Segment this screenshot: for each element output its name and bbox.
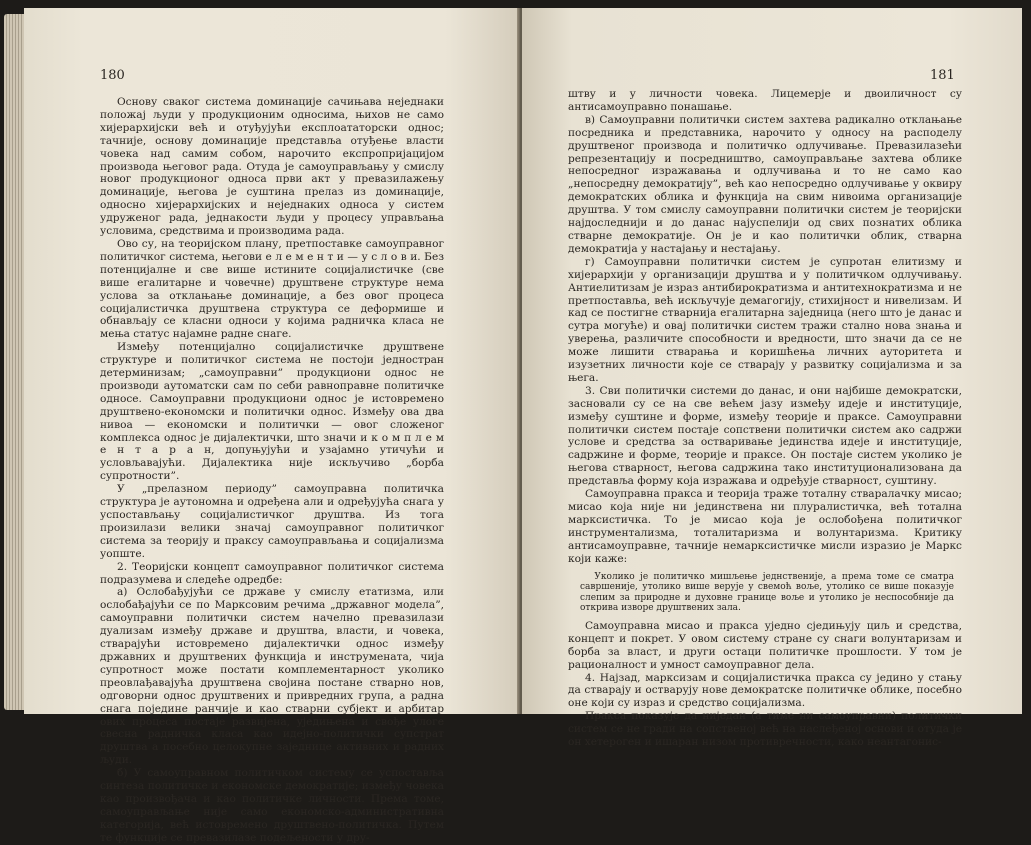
paragraph: Основу сваког система доминације сачињава неједнаки положај људи у продукционим односима, њихов не само хијерархијски већ и отуђујући експлоататорски однос; тачније, основу доминације представља отуђење власти човека над самим собом, нарочито експропријацијом производа његовог рада. Отуда је самоуправљању у смислу новог продукционог односа први акт у превазилажењу доминације, његова је суштина прелаз из доминације, односно хијерархијских и неједнаких односа у систем удруженог рада, једнакости људи у процесу управљања условима, средствима и производима рада. (100, 96, 444, 238)
paragraph: штву и у личности човека. Лицемерје и двоиличност су антисамоуправно понашање. (568, 88, 962, 113)
page-number: 181 (930, 68, 955, 83)
paragraph: Самоуправна пракса и теорија траже тоталну стваралачку мисао; мисао која није ни јединствена ни плуралистичка, већ тотална марксистичка. То је мисао која је ослобођена политичког инструментализма, тоталитаризма и волунтаризма. Критику антисамоуправне, тачније немарксистичке мисли изразио је Маркс који каже: (568, 488, 962, 565)
paragraph: в) Самоуправни политички систем захтева радикално отклањање посредника и представника, нарочито у односу на расподелу друштвеног производа и политичко одлучивање. Превазилазећи репрезентацију и посредништво, самоуправљање захтева облике непосредног изражавања и одлучивања и то не само као „непосредну демократију”, већ као непосредно одлучивање у оквиру демократских облика и функција на свим нивоима организације друштва. У том смислу самоуправни политички систем је теоријски најдоследнији и до данас најуспелији од свих познатих облика стварне демократије. Он је и као политички облик, стварна демократија у настајању и нестајању. (568, 113, 962, 255)
right-page (522, 8, 1022, 749)
paragraph: У „прелазном периоду” самоуправна политичка структура је аутономна и одређена али и одређујућа снага у успостављању социјалистичког друштва. Из тога произилази велики значај самоуправног политичког система за теорију и праксу самоуправљања и социјализма уопште. (100, 483, 444, 560)
paragraph: г) Самоуправни политички систем је супротан елитизму и хијерархији у организацији друштва и у политичком одлучивању. Антиелитизам је израз антибирократизма и антитехнократизма и не претпоставља, већ искључује демагогију, стихијност и нивелизам. И кад се постигне стварнија егалитарна заједница (него што је данас и сутра могуће) и овај политички систем тражи стално нова знања и уверења, различите способности и вредности, што значи да се не може лишити стварања и коришћења личних ауторитета и изузетних личности које се стварају у развитку социјализма и за њега. (568, 255, 962, 384)
left-page (24, 8, 520, 844)
paragraph: Самоуправна мисао и пракса уједно сједињују циљ и средства, концепт и покрет. У овом систему стране су снаги волунтаризам и борба за власт, и други остаци политичке прошлости. У том је рационалност и умност самоуправног дела. (568, 619, 962, 671)
block-quote: Уколико је политичко мишљење једнственије, а према томе се сматра савршеније, утолико више верује у свемоћ воље, утолико се више показује слепим за природне и духовне границе воље и утолико је неспособније да открива изворе друштвених зала. (580, 571, 954, 614)
paragraph: 2. Теоријски концепт самоуправног политичког система подразумева и следеће одредбе: (100, 560, 444, 586)
paragraph: Пракса показује да ниједан (а тиме ни самоуправни) политички систем се не гради на сопственој већ на наслеђеној основи и отуда је он хетероген и ишаран низом противречности, како неантагонис- (568, 710, 962, 749)
paragraph: 4. Најзад, марксизам и социјалистичка пракса су једино у стању да стварају и остварују нове демократске политичке облике, посебно оне који су израз и средство социјализма. (568, 671, 962, 710)
paragraph: Ово су, на теоријском плану, претпоставке самоуправног политичког система, његови е л е м е н т и — у с л о в и. Без потенцијалне и све више истините социјалистичке (све више егалитарне и човечне) друштвене структуре нема услова за отклањање доминације, а без овог процеса социјалистичка друштвена структура се деформише и обнављају се класни односи у којима радничка класа не мења статус најамне радне снаге. (100, 237, 444, 341)
paragraph: б) У самоуправном политичком систему се успоставља синтеза политичке и економске демократије; између човека као произвођача и као политичке личности. Према томе, самоуправљање није само економско-административна категорија, већ истовремено друштвено-политичка. Путем те функције се превазилазе подељености у дру- (100, 767, 444, 844)
left-page-text (100, 96, 444, 845)
paragraph: 3. Сви политички системи до данас, и они најбише демократски, засновали су се на све већем јазу између идеје и институције, између суштине и форме, између теорије и праксе. Самоуправни политички систем постаје сопствени политички систем ако садржи услове и средства за остваривање јединства идеје и институције, садржине и форме, теорије и праксе. Он постаје систем уколико је његова стварност, његова садржина тако институционализована да представља форму која изражава и одређује стварност, суштину. (568, 384, 962, 488)
page-number: 180 (100, 68, 125, 83)
paragraph: а) Ослобађујући се државе у смислу етатизма, или ослобађајући се по Марксовим речима „државног модела”, самоуправни политички систем начелно превазилази дуализам између државе и друштва, власти, и човека, стварајући истовремено дијалектички однос између државних и друштвених функција и инструмената, чија супротност може постати комплементарност уколико преовлађавајућа друштвена својина постане стварно нов, одговорни однос друштвених и привредних група, а радна снага поједине ранчије и као стварни субјект и арбитар ових процеса постаје развијена, уједињена и свође улоге свесна радничка класа као идејно-политички супстрат друштва а посебно целокупне заједнице активних и радних људи. (100, 586, 444, 767)
paragraph: Између потенцијално социјалистичке друштвене структуре и политичког система не постоји једностран детерминизам; „самоуправни” продукциони однос не производи аутоматски сам по себи равноправне политичке односе. Самоуправни продукциони однос је истовремено друштвено-економски и политички однос. Између ова два нивоа — економски и политички — овог сложеног комплекса однос је дијалектички, што значи и к о м п л е м е н т а р а н, допуњујући и узајамно утичући и условљавајући. Дијалектика није искључиво „борба супротности”. (100, 341, 444, 483)
page-edges (4, 14, 26, 710)
right-page-text (568, 88, 962, 749)
